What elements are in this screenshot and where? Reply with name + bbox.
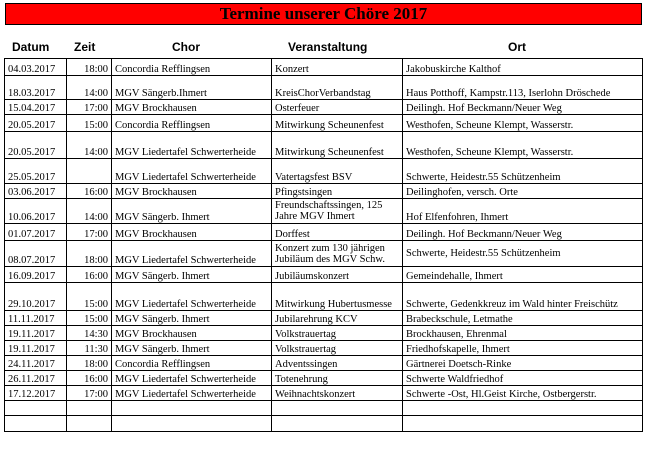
cell-chor: Concordia Refflingsen xyxy=(112,59,272,76)
cell-chor: MGV Liedertafel Schwerterheide xyxy=(112,159,272,184)
table-row xyxy=(5,371,643,386)
table-row xyxy=(5,267,643,283)
cell-veranstaltung: Freundschaftssingen, 125 Jahre MGV Ihmert xyxy=(272,199,403,224)
cell-veranstaltung: Mitwirkung Scheunenfest xyxy=(272,132,403,159)
cell-chor: MGV Brockhausen xyxy=(112,326,272,341)
table-row xyxy=(5,115,643,132)
cell-veranstaltung: Konzert zum 130 jährigen Jubiläum des MGV Schw. xyxy=(272,241,403,267)
cell-chor: MGV Liedertafel Schwerterheide xyxy=(112,241,272,267)
cell-veranstaltung: Mitwirkung Scheunenfest xyxy=(272,115,403,132)
table-row xyxy=(5,241,643,267)
cell-datum: 17.12.2017 xyxy=(5,386,67,401)
cell-veranstaltung: Volkstrauertag xyxy=(272,341,403,356)
table-row xyxy=(5,341,643,356)
cell-datum: 16.09.2017 xyxy=(5,267,67,283)
events-table-body xyxy=(5,59,643,432)
cell-veranstaltung: Weihnachtskonzert xyxy=(272,386,403,401)
cell-chor xyxy=(112,416,272,432)
cell-ort: Friedhofskapelle, Ihmert xyxy=(403,341,643,356)
cell-datum: 10.06.2017 xyxy=(5,199,67,224)
cell-datum: 19.11.2017 xyxy=(5,341,67,356)
cell-zeit: 14:00 xyxy=(67,132,112,159)
cell-datum: 01.07.2017 xyxy=(5,224,67,241)
cell-ort: Westhofen, Scheune Klempt, Wasserstr. xyxy=(403,115,643,132)
cell-zeit: 17:00 xyxy=(67,386,112,401)
cell-veranstaltung: Vatertagsfest BSV xyxy=(272,159,403,184)
cell-datum xyxy=(5,416,67,432)
cell-zeit: 11:30 xyxy=(67,341,112,356)
cell-chor: MGV Sängerb. Ihmert xyxy=(112,311,272,326)
cell-chor: MGV Brockhausen xyxy=(112,224,272,241)
cell-datum: 04.03.2017 xyxy=(5,59,67,76)
column-headers xyxy=(0,40,646,56)
cell-datum: 08.07.2017 xyxy=(5,241,67,267)
cell-zeit: 18:00 xyxy=(67,59,112,76)
cell-ort: Schwerte -Ost, Hl.Geist Kirche, Ostbergerstr. xyxy=(403,386,643,401)
cell-chor: MGV Brockhausen xyxy=(112,100,272,115)
table-row xyxy=(5,401,643,416)
cell-veranstaltung: KreisChorVerbandstag xyxy=(272,76,403,100)
table-row xyxy=(5,132,643,159)
cell-datum: 29.10.2017 xyxy=(5,283,67,311)
cell-ort: Haus Potthoff, Kampstr.113, Iserlohn Dröschede xyxy=(403,76,643,100)
cell-veranstaltung: Volkstrauertag xyxy=(272,326,403,341)
cell-ort: Schwerte, Heidestr.55 Schützenheim xyxy=(403,241,643,267)
cell-zeit: 14:00 xyxy=(67,76,112,100)
table-row xyxy=(5,416,643,432)
table-row xyxy=(5,356,643,371)
cell-ort: Deilinghofen, versch. Orte xyxy=(403,184,643,199)
cell-zeit: 14:00 xyxy=(67,199,112,224)
cell-datum: 19.11.2017 xyxy=(5,326,67,341)
header-ort: Ort xyxy=(508,40,526,54)
cell-ort: Schwerte Waldfriedhof xyxy=(403,371,643,386)
cell-datum: 11.11.2017 xyxy=(5,311,67,326)
cell-ort: Hof Elfenfohren, Ihmert xyxy=(403,199,643,224)
cell-datum: 25.05.2017 xyxy=(5,159,67,184)
header-datum: Datum xyxy=(12,40,50,54)
cell-veranstaltung: Osterfeuer xyxy=(272,100,403,115)
page-title: Termine unserer Chöre 2017 xyxy=(5,3,642,25)
cell-datum: 26.11.2017 xyxy=(5,371,67,386)
table-row xyxy=(5,199,643,224)
cell-datum: 03.06.2017 xyxy=(5,184,67,199)
cell-chor: MGV Liedertafel Schwerterheide xyxy=(112,386,272,401)
cell-chor: MGV Sängerb.Ihmert xyxy=(112,76,272,100)
table-row xyxy=(5,76,643,100)
cell-ort: Schwerte, Gedenkkreuz im Wald hinter Freischütz xyxy=(403,283,643,311)
header-veranstaltung: Veranstaltung xyxy=(288,40,368,54)
cell-zeit xyxy=(67,416,112,432)
cell-ort xyxy=(403,401,643,416)
events-table xyxy=(4,58,643,432)
cell-datum xyxy=(5,401,67,416)
cell-chor xyxy=(112,401,272,416)
cell-veranstaltung: Jubilarehrung KCV xyxy=(272,311,403,326)
cell-ort: Gärtnerei Doetsch-Rinke xyxy=(403,356,643,371)
cell-veranstaltung: Jubiläumskonzert xyxy=(272,267,403,283)
cell-ort xyxy=(403,416,643,432)
cell-ort: Deilingh. Hof Beckmann/Neuer Weg xyxy=(403,100,643,115)
cell-zeit: 18:00 xyxy=(67,356,112,371)
cell-ort: Deilingh. Hof Beckmann/Neuer Weg xyxy=(403,224,643,241)
cell-veranstaltung: Totenehrung xyxy=(272,371,403,386)
cell-veranstaltung: Adventssingen xyxy=(272,356,403,371)
cell-zeit: 18:00 xyxy=(67,241,112,267)
cell-veranstaltung xyxy=(272,416,403,432)
cell-zeit: 16:00 xyxy=(67,267,112,283)
cell-datum: 15.04.2017 xyxy=(5,100,67,115)
cell-zeit: 15:00 xyxy=(67,283,112,311)
cell-chor: Concordia Refflingsen xyxy=(112,356,272,371)
cell-ort: Brockhausen, Ehrenmal xyxy=(403,326,643,341)
cell-veranstaltung: Mitwirkung Hubertusmesse xyxy=(272,283,403,311)
cell-zeit xyxy=(67,401,112,416)
table-row xyxy=(5,59,643,76)
cell-zeit: 16:00 xyxy=(67,184,112,199)
cell-ort: Westhofen, Scheune Klempt, Wasserstr. xyxy=(403,132,643,159)
header-zeit: Zeit xyxy=(74,40,96,54)
header-chor: Chor xyxy=(172,40,200,54)
cell-datum: 24.11.2017 xyxy=(5,356,67,371)
cell-ort: Schwerte, Heidestr.55 Schützenheim xyxy=(403,159,643,184)
cell-chor: MGV Liedertafel Schwerterheide xyxy=(112,371,272,386)
cell-ort: Gemeindehalle, Ihmert xyxy=(403,267,643,283)
cell-zeit: 15:00 xyxy=(67,115,112,132)
cell-chor: MGV Liedertafel Schwerterheide xyxy=(112,132,272,159)
table-row xyxy=(5,311,643,326)
cell-chor: Concordia Refflingsen xyxy=(112,115,272,132)
cell-zeit: 15:00 xyxy=(67,311,112,326)
table-row xyxy=(5,100,643,115)
cell-ort: Brabeckschule, Letmathe xyxy=(403,311,643,326)
cell-veranstaltung: Pfingstsingen xyxy=(272,184,403,199)
cell-chor: MGV Brockhausen xyxy=(112,184,272,199)
cell-zeit xyxy=(67,159,112,184)
cell-chor: MGV Liedertafel Schwerterheide xyxy=(112,283,272,311)
cell-veranstaltung xyxy=(272,401,403,416)
table-row xyxy=(5,386,643,401)
cell-zeit: 14:30 xyxy=(67,326,112,341)
cell-chor: MGV Sängerb. Ihmert xyxy=(112,341,272,356)
table-row xyxy=(5,159,643,184)
cell-ort: Jakobuskirche Kalthof xyxy=(403,59,643,76)
table-row xyxy=(5,184,643,199)
cell-zeit: 17:00 xyxy=(67,224,112,241)
cell-datum: 18.03.2017 xyxy=(5,76,67,100)
cell-veranstaltung: Dorffest xyxy=(272,224,403,241)
table-row xyxy=(5,326,643,341)
cell-zeit: 17:00 xyxy=(67,100,112,115)
table-row xyxy=(5,224,643,241)
cell-chor: MGV Sängerb. Ihmert xyxy=(112,199,272,224)
cell-datum: 20.05.2017 xyxy=(5,115,67,132)
cell-chor: MGV Sängerb. Ihmert xyxy=(112,267,272,283)
cell-veranstaltung: Konzert xyxy=(272,59,403,76)
cell-datum: 20.05.2017 xyxy=(5,132,67,159)
table-row xyxy=(5,283,643,311)
cell-zeit: 16:00 xyxy=(67,371,112,386)
